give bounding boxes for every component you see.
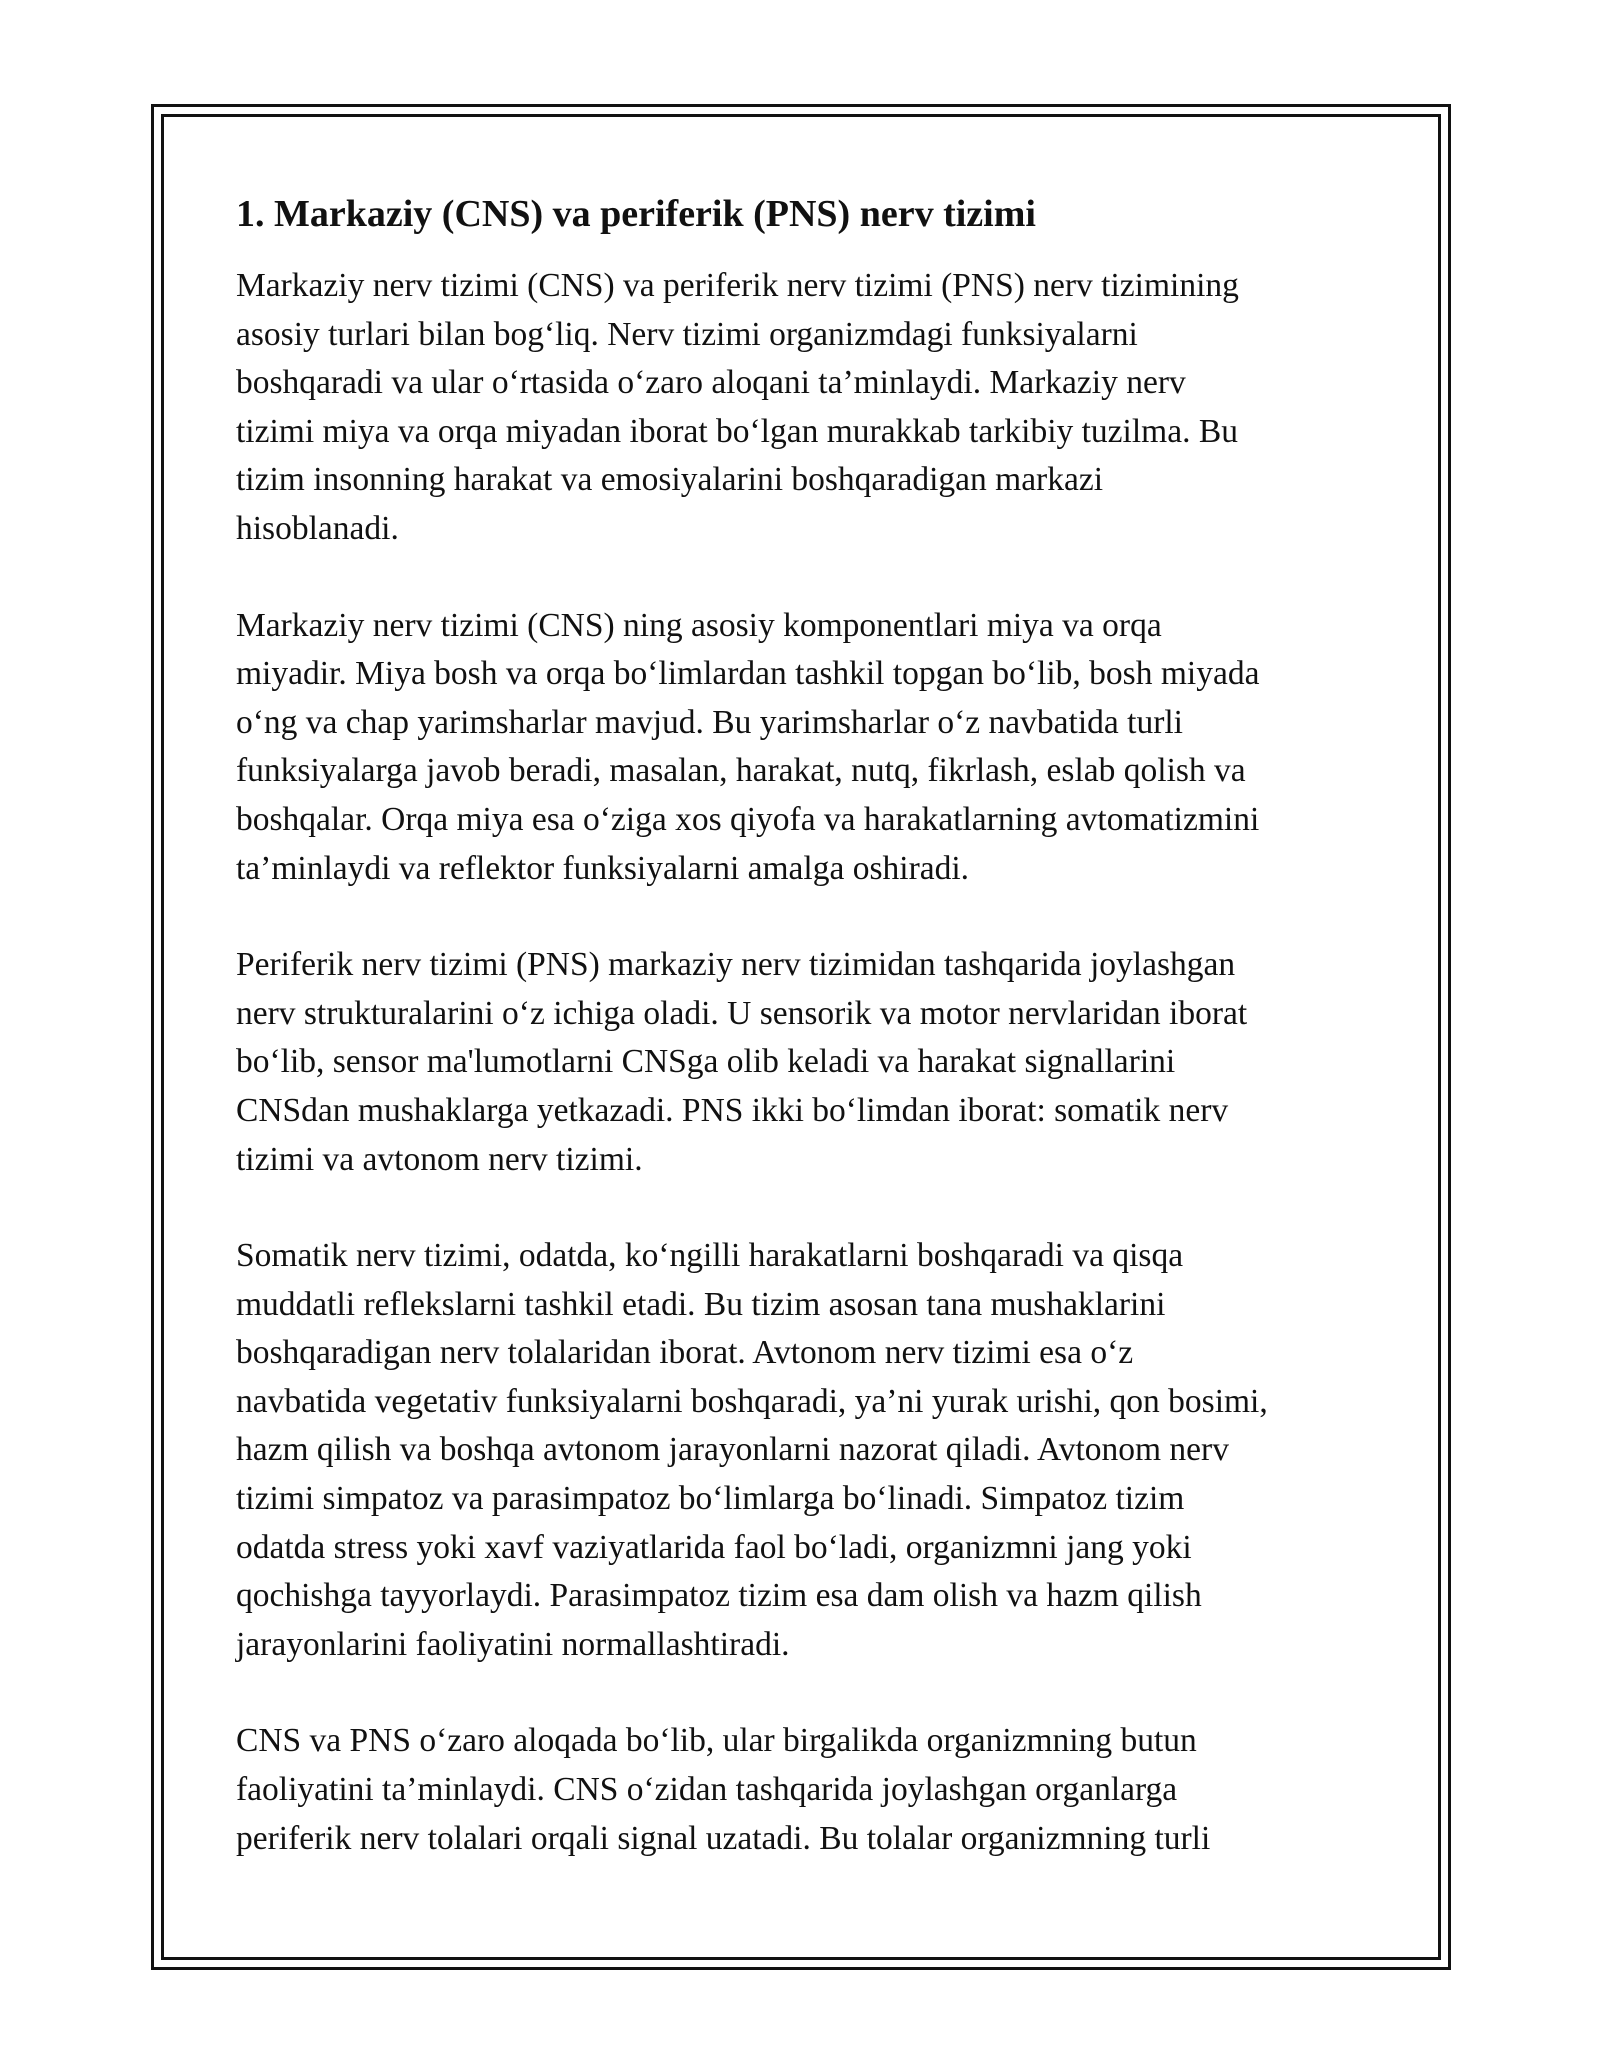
text-line: CNS va PNS o‘zaro aloqada bo‘lib, ular birgalikda organizmning butun: [236, 1722, 1197, 1760]
text-line: bo‘lib, sensor ma'lumotlarni CNSga olib keladi va harakat signallarini: [236, 1043, 1176, 1081]
text-line: tizim insonning harakat va emosiyalarini boshqaradigan markazi: [236, 461, 1104, 499]
text-line: miyadir. Miya bosh va orqa bo‘limlardan tashkil topgan bo‘lib, bosh miyada: [236, 655, 1260, 693]
text-line: nerv strukturalarini o‘z ichiga oladi. U sensorik va motor nervlaridan iborat: [236, 994, 1248, 1032]
text-line: muddatli reflekslarni tashkil etadi. Bu tizim asosan tana mushaklarini: [236, 1285, 1166, 1323]
text-line: o‘ng va chap yarimsharlar mavjud. Bu yarimsharlar o‘z navbatida turli: [236, 703, 1183, 741]
text-line: jarayonlarini faoliyatini normallashtiradi.: [236, 1625, 790, 1663]
text-line: Somatik nerv tizimi, odatda, ko‘ngilli harakatlarni boshqaradi va qisqa: [236, 1237, 1184, 1275]
text-line: faoliyatini ta’minlaydi. CNS o‘zidan tashqarida joylashgan organlarga: [236, 1771, 1178, 1809]
document-body: [236, 186, 1376, 1911]
text-line: tizimi miya va orqa miyadan iborat bo‘lgan murakkab tarkibiy tuzilma. Bu: [236, 412, 1238, 450]
text-line: Periferik nerv tizimi (PNS) markaziy nerv tizimidan tashqarida joylashgan: [236, 946, 1236, 984]
paragraph-5: [236, 1717, 1376, 1863]
text-line: Markaziy nerv tizimi (CNS) ning asosiy komponentlari miya va orqa: [236, 606, 1162, 644]
text-line: hisoblanadi.: [236, 509, 399, 547]
text-line: CNSdan mushaklarga yetkazadi. PNS ikki bo‘limdan iborat: somatik nerv: [236, 1091, 1229, 1129]
paragraph-4: [236, 1232, 1376, 1669]
text-line: periferik nerv tolalari orqali signal uzatadi. Bu tolalar organizmning turli: [236, 1819, 1211, 1857]
text-line: Markaziy nerv tizimi (CNS) va periferik nerv tizimi (PNS) nerv tizimining: [236, 267, 1239, 304]
text-line: qochishga tayyorlaydi. Parasimpatoz tizim esa dam olish va hazm qilish: [236, 1577, 1202, 1615]
text-line: boshqaradi va ular o‘rtasida o‘zaro aloqani ta’minlaydi. Markaziy nerv: [236, 364, 1186, 402]
text-line: navbatida vegetativ funksiyalarni boshqaradi, ya’ni yurak urishi, qon bosimi,: [236, 1382, 1268, 1420]
text-line: ta’minlaydi va reflektor funksiyalarni amalga oshiradi.: [236, 849, 970, 887]
paragraph-1: [236, 262, 1376, 554]
paragraph-2: [236, 602, 1376, 894]
text-line: odatda stress yoki xavf vaziyatlarida faol bo‘ladi, organizmni jang yoki: [236, 1528, 1192, 1566]
text-line: funksiyalarga javob beradi, masalan, harakat, nutq, fikrlash, eslab qolish va: [236, 752, 1246, 790]
text-line: hazm qilish va boshqa avtonom jarayonlarni nazorat qiladi. Avtonom nerv: [236, 1431, 1229, 1469]
text-line: tizimi va avtonom nerv tizimi.: [236, 1140, 643, 1178]
section-heading: 1. Markaziy (CNS) va periferik (PNS) nerv tizimi: [236, 193, 1036, 235]
text-line: asosiy turlari bilan bog‘liq. Nerv tizimi organizmdagi funksiyalarni: [236, 315, 1138, 353]
text-line: boshqalar. Orqa miya esa o‘ziga xos qiyofa va harakatlarning avtomatizmini: [236, 800, 1260, 838]
text-line: tizimi simpatoz va parasimpatoz bo‘limlarga bo‘linadi. Simpatoz tizim: [236, 1480, 1185, 1518]
paragraph-3: [236, 941, 1376, 1184]
text-line: boshqaradigan nerv tolalaridan iborat. Avtonom nerv tizimi esa o‘z: [236, 1334, 1134, 1372]
